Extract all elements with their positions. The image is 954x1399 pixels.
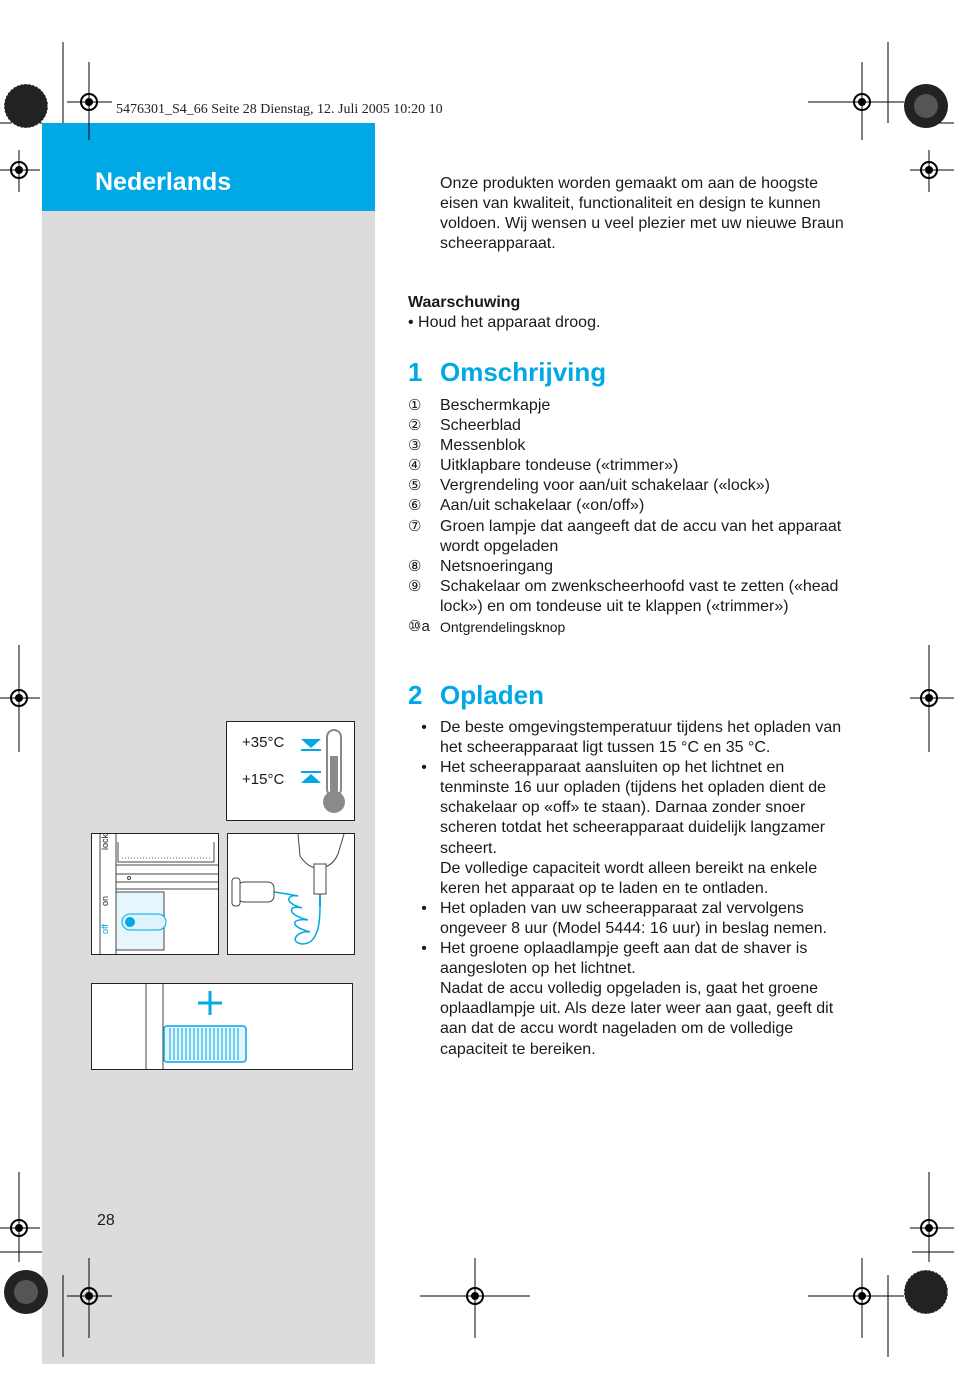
part-label: Messenblok: [440, 437, 526, 455]
instruction-text: Het scheerapparaat aansluiten op het lichtnet en tenminste 16 uur opladen (tijdens het opladen dient de schakelaar op «off» te staan). Darnaa zonder snoer scheren totdat het scheerapparaat duidelijk langzamer scheert. De volledige capaciteit wordt alleen bereikt na enkele keren het apparaat op te laden en te ontladen.: [440, 759, 827, 897]
switch-figure: [91, 833, 219, 955]
bullet: •: [421, 759, 427, 777]
section-2-number: 2: [408, 680, 423, 710]
charging-cord-figure: [227, 833, 355, 955]
part-label: Ontgrendelingsknop: [440, 619, 566, 636]
print-header-line: 5476301_S4_66 Seite 28 Dienstag, 12. Juli 2005 10:20 10: [116, 102, 443, 117]
section-1-title: Omschrijving: [440, 357, 607, 387]
power-cord-icon: [228, 834, 354, 954]
list-item: [408, 476, 858, 496]
part-label: Groen lampje dat aangeeft dat de accu van het apparaat wordt opgeladen: [440, 517, 842, 555]
section-2-heading: [408, 680, 544, 711]
list-item: [408, 939, 858, 1060]
parts-list: [408, 396, 858, 637]
list-item: [408, 758, 858, 899]
instruction-text: Het opladen van uw scheerapparaat zal vervolgens ongeveer 8 uur (Model 5444: 16 uur) in beslag nemen.: [440, 899, 827, 937]
intro-paragraph: Onze produkten worden gemaakt om aan de hoogste eisen van kwaliteit, functionaliteit en design te kunnen voldoen. Wij wensen u veel plezier met uw nieuwe Braun scheerapparaat.: [440, 175, 844, 253]
part-number: ③: [408, 437, 422, 455]
list-item: [408, 718, 858, 758]
bullet: •: [421, 940, 427, 958]
part-label: Beschermkapje: [440, 397, 551, 414]
temp-low-label: +15°C: [242, 771, 285, 788]
list-item: [408, 396, 858, 416]
part-number: ⑥: [408, 497, 422, 515]
page-number: 28: [97, 1212, 115, 1229]
section-1-number: 1: [408, 357, 423, 387]
switch-label-on: on: [100, 895, 110, 906]
list-item: [408, 496, 858, 516]
bullet: •: [421, 899, 427, 917]
warning-item: • Houd het apparaat droog.: [408, 314, 601, 331]
language-title: Nederlands: [95, 168, 232, 196]
part-label: Uitklapbare tondeuse («trimmer»): [440, 457, 679, 475]
charging-instructions: [408, 718, 858, 1060]
switch-label-lock: lock: [100, 833, 110, 850]
part-label: Schakelaar om zwenkscheerhoofd vast te zetten («head lock») en om tondeuse uit te klappen («trimmer»): [440, 577, 839, 615]
part-number: ⑧: [408, 557, 422, 575]
battery-figure: [91, 983, 353, 1070]
instruction-text: Het groene oplaadlampje geeft aan dat de shaver is aangesloten op het lichtnet. Nadat de accu volledig opgeladen is, gaat het groene oplaadlampje uit. Als deze later weer aan gaat, geeft dit aan dat de accu wordt nageladen om de volledige capaciteit te bereiken.: [440, 940, 834, 1058]
part-number: ①: [408, 397, 422, 414]
part-number: ⑨: [408, 577, 422, 595]
list-item: [408, 517, 858, 557]
temperature-figure: [226, 721, 355, 821]
battery-charging-icon: [92, 984, 352, 1069]
list-item: [408, 577, 858, 617]
list-item: [408, 416, 858, 436]
list-item: [408, 557, 858, 577]
temp-high-label: +35°C: [242, 734, 285, 751]
part-number: ⑦: [408, 517, 422, 535]
part-label: Vergrendeling voor aan/uit schakelaar («lock»): [440, 477, 770, 495]
section-2-title: Opladen: [440, 680, 545, 710]
part-number: ⑩a: [408, 618, 430, 636]
section-1-heading: [408, 357, 606, 388]
list-item: [408, 456, 858, 476]
warning-title: Waarschuwing: [408, 294, 521, 311]
bullet: •: [421, 719, 427, 736]
list-item: [408, 617, 858, 637]
thermometer-icon: [297, 726, 353, 818]
part-number: ②: [408, 417, 422, 435]
shaver-switch-icon: [92, 834, 218, 954]
part-number: ⑤: [408, 477, 422, 495]
switch-label-off: off: [100, 924, 110, 934]
list-item: [408, 899, 858, 939]
part-label: Netsnoeringang: [440, 557, 553, 575]
list-item: [408, 436, 858, 456]
part-label: Scheerblad: [440, 417, 521, 435]
part-number: ④: [408, 457, 422, 475]
instruction-text: De beste omgevingstemperatuur tijdens het opladen van het scheerapparaat ligt tussen 15 °C en 35 °C.: [440, 719, 842, 757]
part-label: Aan/uit schakelaar («on/off»): [440, 497, 645, 515]
